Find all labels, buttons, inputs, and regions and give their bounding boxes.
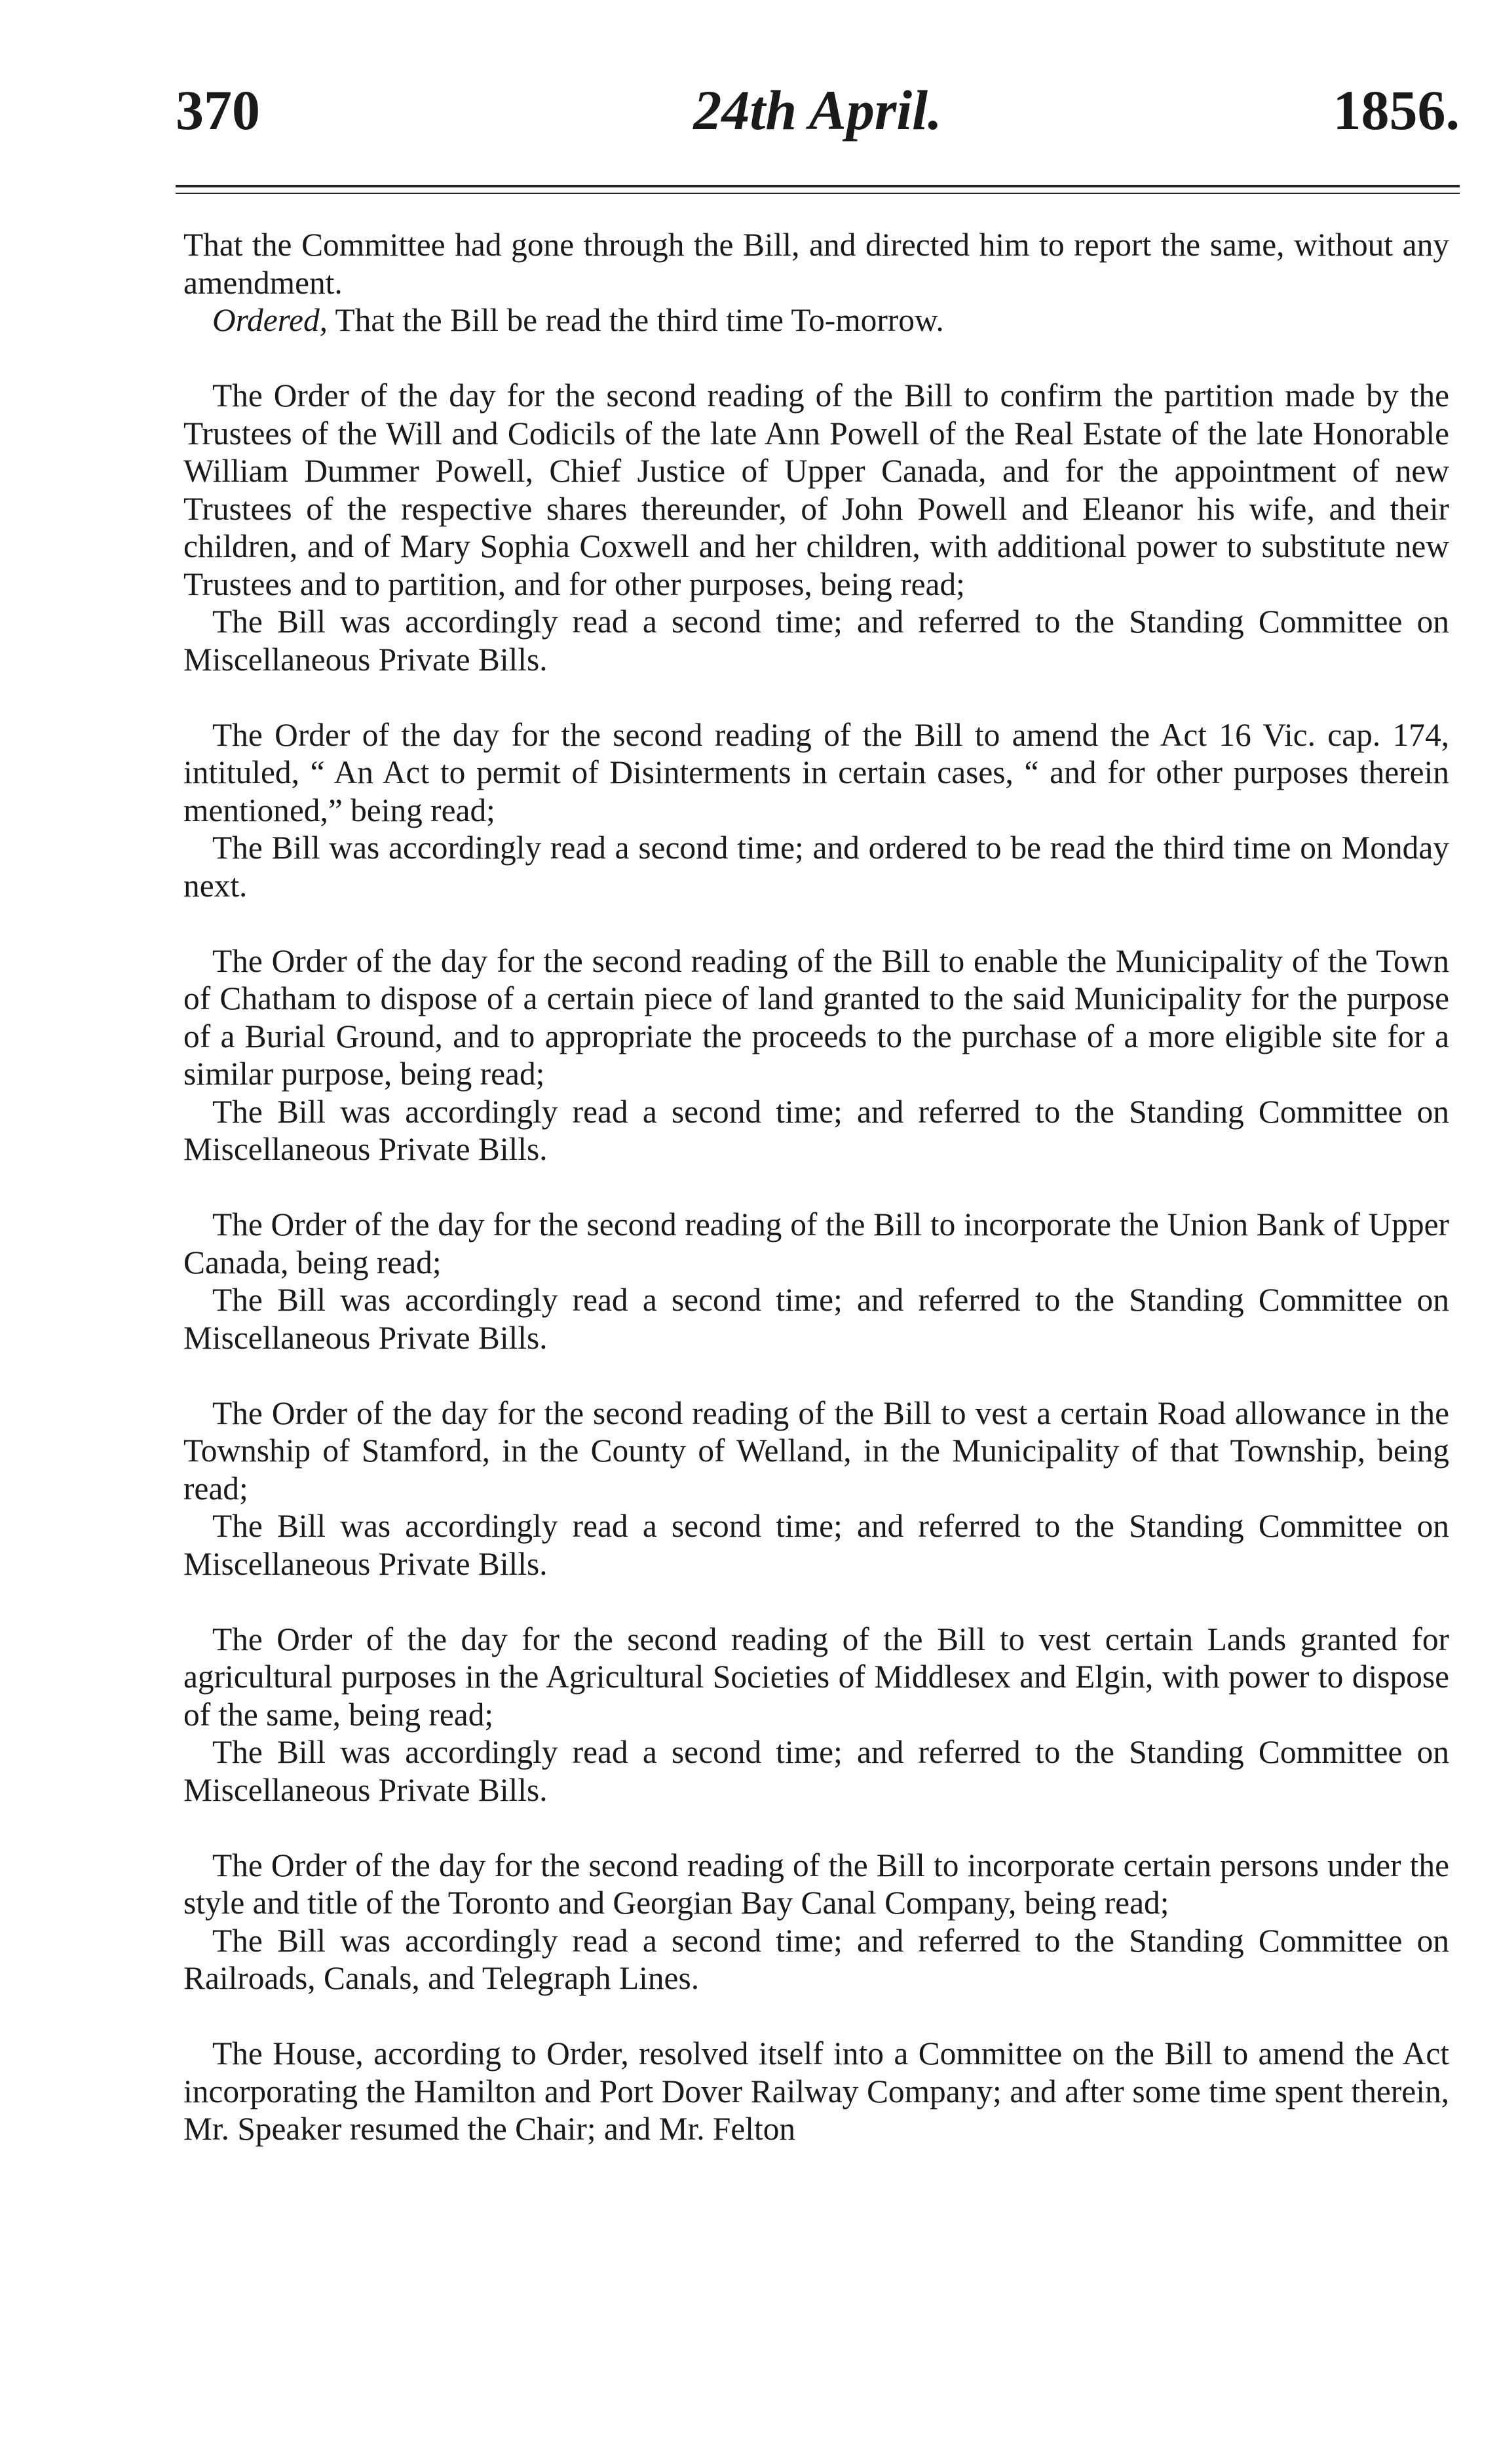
header-date: 24th April. bbox=[693, 79, 942, 142]
page-number: 370 bbox=[176, 79, 260, 142]
page-body bbox=[183, 226, 1449, 2148]
paragraph: The Bill was accordingly read a second time; and referred to the Standing Committee on Miscellaneous Private Bills. bbox=[183, 1282, 1449, 1356]
paragraph: The Order of the day for the second reading of the Bill to enable the Municipality of the Town of Chatham to dispose of a certain piece of land granted to the said Municipality for the purpose of a Burial Ground, and to appropriate the proceeds to the purchase of a more eligible site for a similar purpose, being read; bbox=[183, 942, 1449, 1092]
page-header bbox=[176, 77, 1460, 149]
paragraph: The Bill was accordingly read a second time; and referred to the Standing Committee on Miscellaneous Private Bills. bbox=[183, 1508, 1449, 1582]
paragraph: The Bill was accordingly read a second time; and ordered to be read the third time on Monday next. bbox=[183, 830, 1449, 904]
header-rule-thick bbox=[176, 185, 1460, 187]
ordered-label: Ordered, bbox=[212, 302, 328, 338]
paragraph: The Order of the day for the second reading of the Bill to amend the Act 16 Vic. cap. 174, intituled, “ An Act to permit of Disinterments in certain cases, “ and for other purposes therein mentioned,” being read; bbox=[183, 716, 1449, 828]
paragraph: The Bill was accordingly read a second time; and referred to the Standing Committee on Miscellaneous Private Bills. bbox=[183, 604, 1449, 678]
paragraph: The Bill was accordingly read a second time; and referred to the Standing Committee on Miscellaneous Private Bills. bbox=[183, 1734, 1449, 1808]
paragraph: The Bill was accordingly read a second time; and referred to the Standing Committee on Miscellaneous Private Bills. bbox=[183, 1093, 1449, 1167]
header-year: 1856. bbox=[1333, 79, 1460, 142]
paragraph: The Order of the day for the second reading of the Bill to confirm the partition made by the Trustees of the Will and Codicils of the late Ann Powell of the Real Estate of the late Honorable William Dummer Powell, Chief Justice of Upper Canada, and for the appointment of new Trustees of the respective shares thereunder, of John Powell and Eleanor his wife, and their children, and of Mary Sophia Coxwell and her children, with additional power to substitute new Trustees and to partition, and for other purposes, being read; bbox=[183, 377, 1449, 602]
paragraph: The Order of the day for the second reading of the Bill to incorporate the Union Bank of Upper Canada, being read; bbox=[183, 1206, 1449, 1280]
paragraph: The Order of the day for the second reading of the Bill to vest a certain Road allowance in the Township of Stamford, in the County of Welland, in the Municipality of that Township, being read; bbox=[183, 1395, 1449, 1507]
paragraph: That the Committee had gone through the Bill, and directed him to report the same, without any amendment. bbox=[183, 227, 1449, 301]
paragraph: The Order of the day for the second reading of the Bill to incorporate certain persons under the style and title of the Toronto and Georgian Bay Canal Company, being read; bbox=[183, 1847, 1449, 1921]
paragraph-ordered bbox=[183, 301, 1449, 339]
paragraph: The House, according to Order, resolved itself into a Committee on the Bill to amend the Act incorporating the Hamilton and Port Dover Railway Company; and after some time spent therein, Mr. Speaker resumed the Chair; and Mr. Felton bbox=[183, 2035, 1449, 2147]
ordered-text: That the Bill be read the third time To-morrow. bbox=[328, 302, 944, 338]
header-rule-thin bbox=[176, 193, 1460, 194]
paragraph: The Order of the day for the second reading of the Bill to vest certain Lands granted for agricultural purposes in the Agricultural Societies of Middlesex and Elgin, with power to dispose of the same, being read; bbox=[183, 1621, 1449, 1733]
paragraph: The Bill was accordingly read a second time; and referred to the Standing Committee on Railroads, Canals, and Telegraph Lines. bbox=[183, 1922, 1449, 1996]
